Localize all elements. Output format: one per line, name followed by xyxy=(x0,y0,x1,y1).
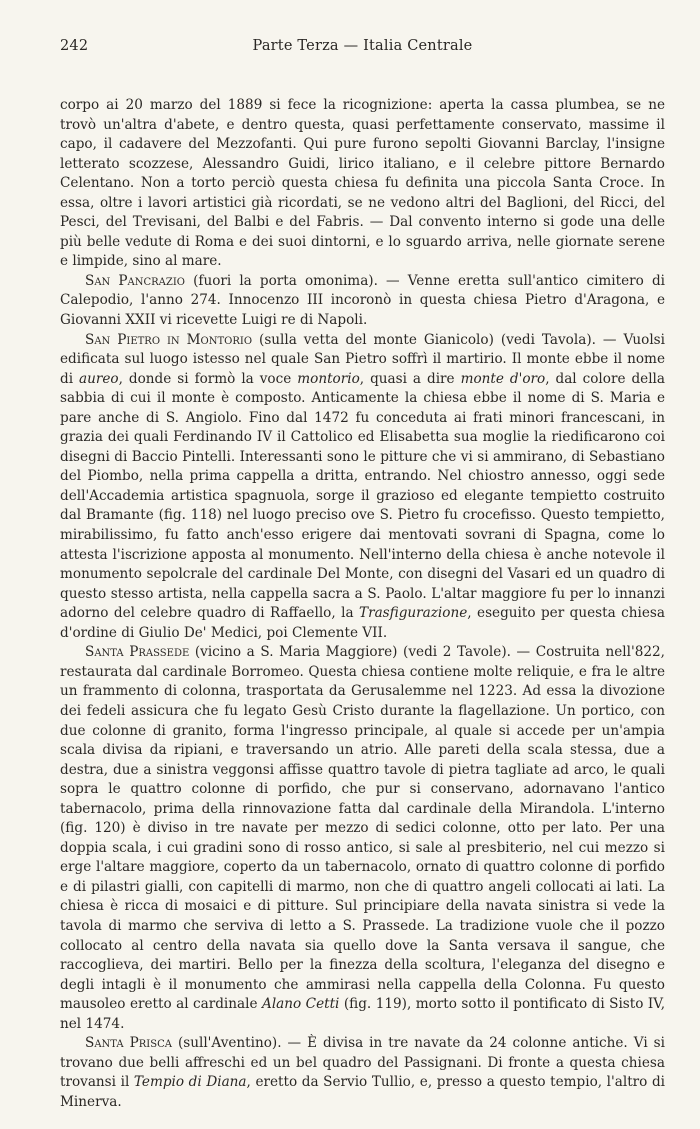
text-run: , dal colore della sabbia di cui il monte è composto. Anticamente la chiesa ebbe il nome di S. Maria e pare anche di S. Angiolo. Fino dal 1472 fu conceduta ai frati minori francescani, in grazia dei quali Ferdinando IV il Cattolico ed Elisabetta sua moglie la riedificarono coi disegni di Baccio Pintelli. Interessanti sono le pitture che vi si ammirano, di Sebastiano del Piombo, nella prima cappella a dritta, entrando. Nel chiostro annesso, oggi sede dell'Accademia artistica spagnuola, sorge il grazioso ed elegante tempietto costruito dal Bramante (fig. 118) nel luogo preciso ove S. Pietro fu crocefisso. Questo tempietto, mirabilissimo, fu fatto anch'esso erigere dai mentovati sovrani di Spagna, come lo attesta l'iscrizione apposta al monumento. Nell'interno della chiesa è anche notevole il monumento sepolcrale del cardinale Del Monte, con disegni del Vasari ed un quadro di questo stesso artista, nella cappella sacra a S. Paolo. L'altar maggiore fu per lo innanzi adorno del celebre quadro di Raffaello, la xyxy=(60,370,666,622)
text-run: (fuori la porta omonima). — Venne eretta sull'antico cimitero di Calepodio, l'anno 274. Innocenzo III incoronò in questa chiesa Pietro d'Aragona, e Giovanni XXII vi ricevette Luigi re di Napoli. xyxy=(60,272,665,329)
entry-santa-prisca xyxy=(60,1034,665,1112)
entry-heading: San Pancrazio xyxy=(85,272,186,289)
text-run: , eseguito per questa chiesa d'ordine di Giulio De' Medici, poi Clemente VII. xyxy=(60,605,665,641)
page-number: 242 xyxy=(60,38,89,54)
italic-text: montorio xyxy=(297,370,360,387)
entry-san-pietro-in-montorio xyxy=(60,331,665,644)
text-run: , donde si formò la voce xyxy=(118,370,298,387)
text-run: (fig. 119), morto sotto il pontificato di Sisto IV, nel 1474. xyxy=(60,996,666,1032)
text-run: , quasi a dire xyxy=(359,370,461,387)
text-run: (vicino a S. Maria Maggiore) (vedi 2 Tavole). — Costruita nell'822, restaurata dal cardinale Borromeo. Questa chiesa contiene molte reliquie, e fra le altre un frammento di colonna, trasportata da Gerusalemme nel 1223. Ad essa la divozione dei fedeli assicura che fu legato Gesù Cristo durante la flagellazione. Un portico, con due colonne di granito, forma l'ingresso principale, al quale si accede per un'ampia scala divisa da ripiani, e traversando un atrio. Alle pareti della scala stessa, due a destra, due a sinistra veggonsi affisse quattro tavole di pietra tagliate ad arco, le quali sopra le quattro colonne di porfido, che pur si conservano, adornavano l'antico tabernacolo, prima della rinnovazione fatta dal cardinale della Mirandola. L'interno (fig. 120) è diviso in tre navate per mezzo di sedici colonne, otto per lato. Per una doppia scala, i cui gradini sono di rosso antico, si sale al presbiterio, nel cui mezzo si erge l'altare maggiore, coperto da un tabernacolo, ornato di quattro colonne di porfido e di pilastri gialli, con capitelli di marmo, non che di quattro angeli collocati ai lati. La chiesa è ricca di mosaici e di pitture. Sul principiare della navata sinistra si vede la tavola di marmo che serviva di letto a S. Prassede. La tradizione vuole che il pozzo collocato al centro della navata sia quello dove la Santa versava il sangue, che raccoglieva, dei martiri. Bello per la finezza della scoltura, l'eleganza del disegno e degli intagli è il monumento che ammirasi nella cappella della Colonna. Fu questo mausoleo eretto al cardinale xyxy=(60,644,665,1013)
text-run: (sull'Aventino). — È divisa in tre navate da 24 colonne antiche. Vi si trovano due belli affreschi ed un bel quadro del Passignani. Di fronte a questa chiesa trovansi il xyxy=(60,1035,665,1091)
italic-text: Tempio di Diana xyxy=(133,1074,247,1091)
text-run: corpo ai 20 marzo del 1889 si fece la ricognizione: aperta la cassa plumbea, se ne trovò un'altra d'abete, e dentro questa, quasi perfettamente conservato, massime il capo, il cadavere del Mezzofanti. Qui pure furono sepolti Giovanni Barclay, l'insigne letterato scozzese, Alessandro Guidi, lirico italiano, e il celebre pittore Bernardo Celentano. Non a torto perciò questa chiesa fu definita una piccola Santa Croce. In essa, oltre i lavori artistici già ricordati, se ne vedono altri del Baglioni, del Ricci, del Pesci, del Trevisani, del Balbi e del Fabris. — Dal convento interno si gode una delle più belle vedute di Roma e dei suoi dintorni, e lo sguardo arriva, nelle giornate serene e limpide, sino al mare. xyxy=(60,97,665,270)
paragraph-continuation xyxy=(60,96,665,272)
body-text xyxy=(60,96,665,1112)
entry-san-pancrazio xyxy=(60,272,665,331)
italic-text: Alano Cetti xyxy=(262,996,340,1013)
running-title: Parte Terza — Italia Centrale xyxy=(252,38,473,54)
italic-text: Trasfigurazione xyxy=(359,605,468,622)
entry-heading: Santa Prisca xyxy=(85,1035,172,1052)
italic-text: monte d'oro xyxy=(460,370,546,387)
entry-santa-prassede xyxy=(60,643,665,1034)
text-run: (sulla vetta del monte Gianicolo) (vedi Tavola). — Vuolsi edificata sul luogo istesso nel quale San Pietro soffrì il martirio. Il monte ebbe il nome di xyxy=(60,331,665,387)
entry-heading: Santa Prassede xyxy=(85,644,190,661)
entry-heading: San Pietro in Montorio xyxy=(85,331,253,348)
italic-text: aureo xyxy=(79,370,119,387)
text-run: , eretto da Servio Tullio, e, presso a questo tempio, l'altro di Minerva. xyxy=(60,1074,666,1110)
